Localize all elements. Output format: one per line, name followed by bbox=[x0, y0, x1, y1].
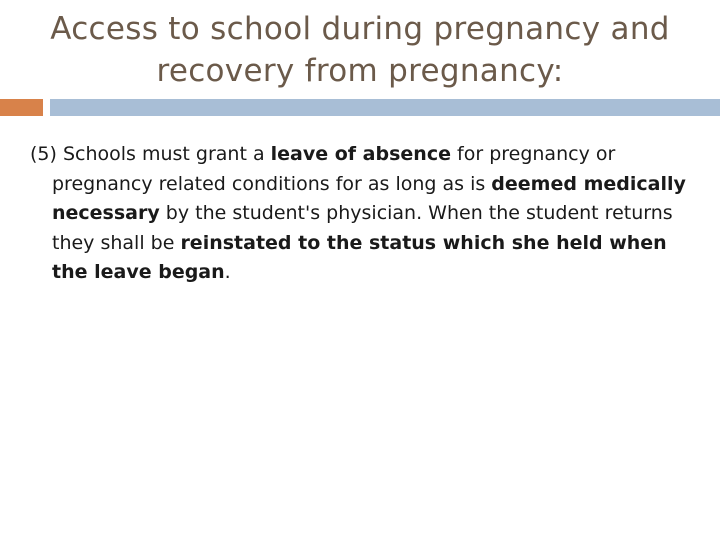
paragraph-segment-bold: deemed medically necessary bbox=[52, 172, 686, 224]
paragraph-segment: . bbox=[224, 261, 231, 283]
title-line-1: Access to school during pregnancy and bbox=[50, 11, 670, 47]
paragraph-segment: (5) Schools must grant a bbox=[30, 143, 271, 165]
paragraph-segment: for pregnancy or pregnancy related conditions for as long as is bbox=[52, 143, 616, 195]
accent-bar-blue bbox=[50, 99, 720, 116]
body-paragraph bbox=[30, 140, 692, 288]
paragraph-segment: by the student's physician. When the student returns they shall be bbox=[52, 202, 673, 254]
accent-bar-orange bbox=[0, 99, 43, 116]
title-line-2: recovery from pregnancy: bbox=[156, 53, 564, 89]
paragraph-segment-bold: reinstated to the status which she held when the leave began bbox=[52, 231, 667, 283]
slide-title bbox=[30, 8, 690, 92]
paragraph-segment-bold: leave of absence bbox=[270, 143, 451, 165]
